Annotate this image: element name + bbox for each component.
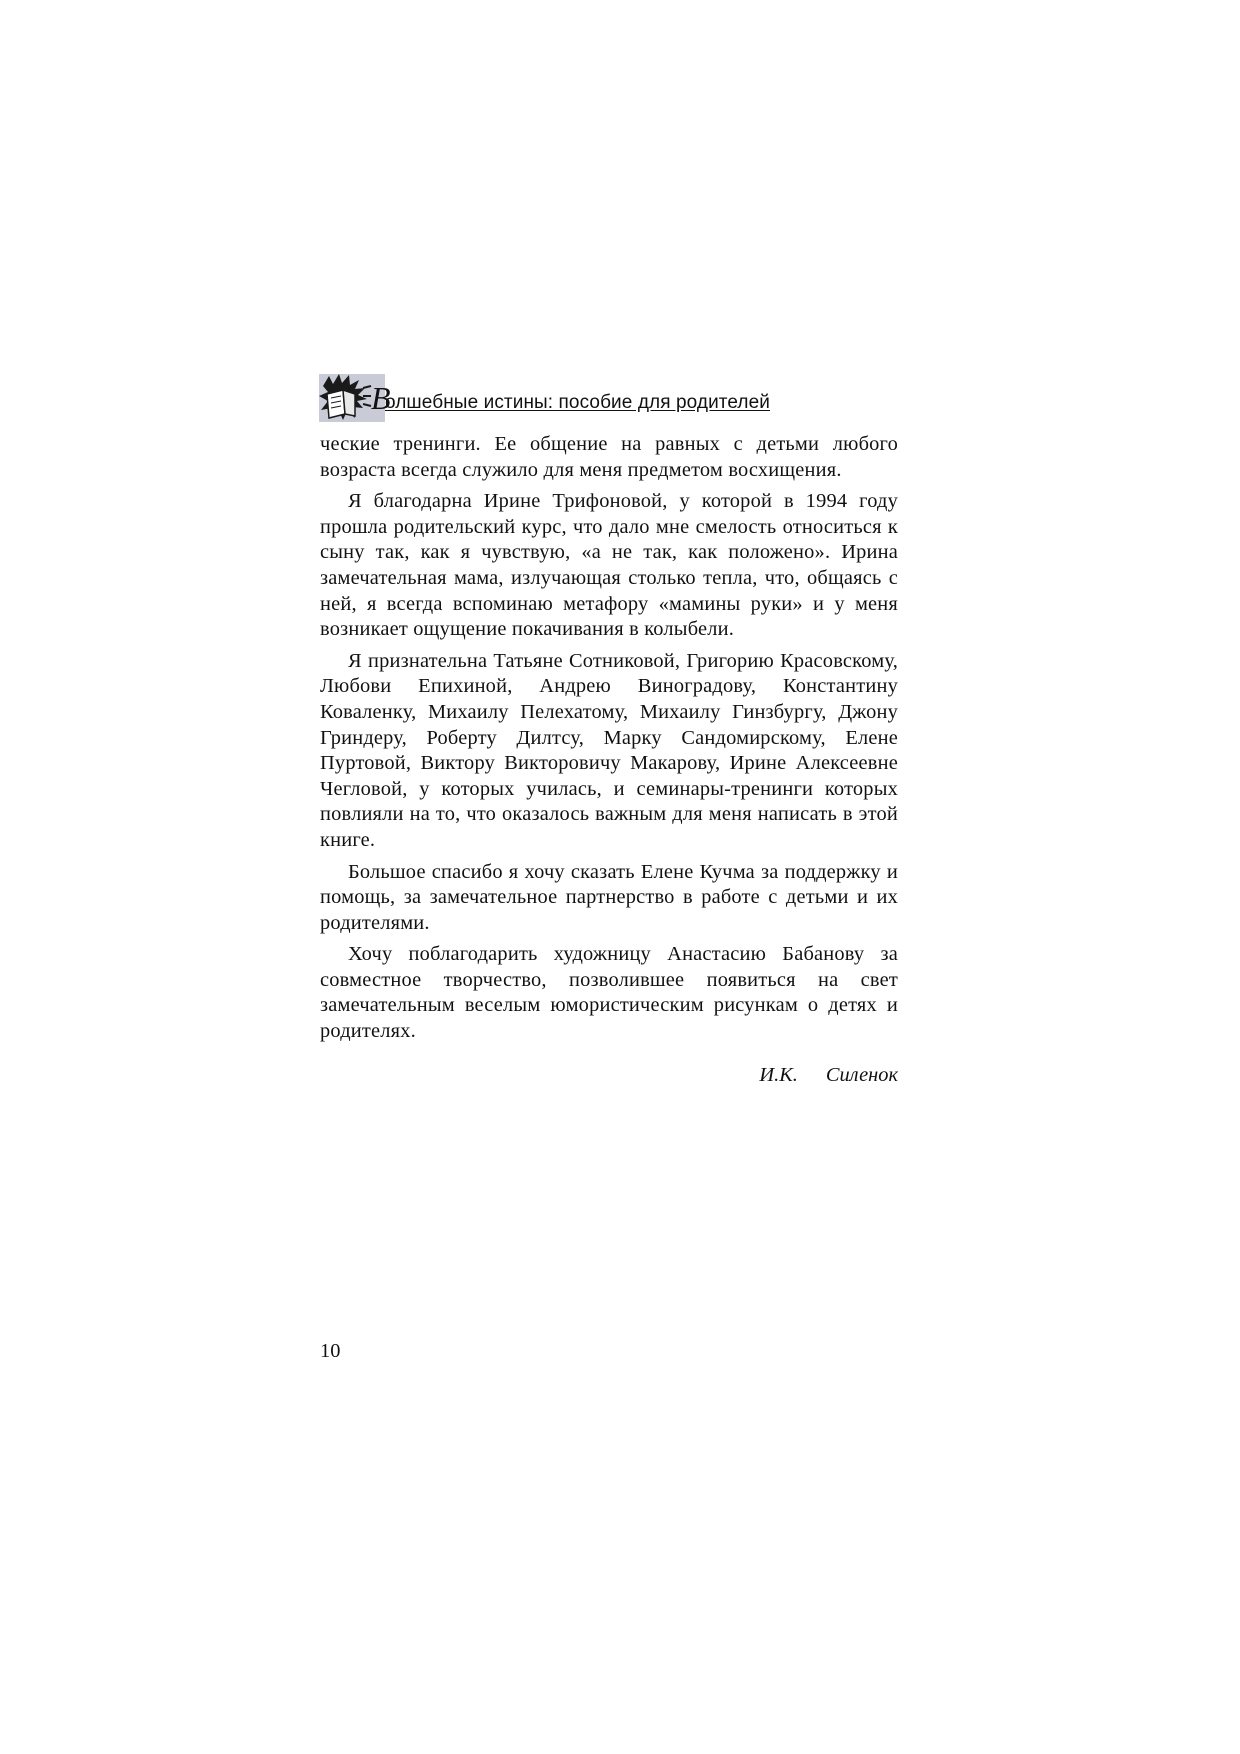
paragraph: Большое спасибо я хочу сказать Елене Кучма за поддержку и помощь, за замечательное партнерство в работе с детьми и их родителями. xyxy=(320,860,898,934)
signature-surname: Силенок xyxy=(825,1064,898,1086)
running-header xyxy=(319,374,899,422)
header-title-initial: В xyxy=(371,380,391,416)
paragraph: Я признательна Татьяне Сотниковой, Григорию Красовскому, Любови Епихиной, Андрею Виноградову, Константину Коваленку, Михаилу Пелехатому, Михаилу Гинзбургу, Джону Гриндеру, Роберту Дилтсу, Марку Сандомирскому, Елене Пуртовой, Виктору Викторовичу Макарову, Ирине Алексеевне Чегловой, у которых училась, и семинары-тренинги которых повлияли на то, что оказалось важным для меня написать в этой книге. xyxy=(320,649,898,851)
page-number: 10 xyxy=(320,1340,341,1362)
paragraph: Я благодарна Ирине Трифоновой, у которой в 1994 году прошла родительский курс, что дало мне смелость относиться к сыну так, как я чувствую, «а не так, как положено». Ирина замечательная мама, излучающая столько тепла, что, общаясь с ней, я всегда вспоминаю метафору «мамины руки» и у меня возникает ощущение покачивания в колыбели. xyxy=(320,490,898,641)
paragraph: Хочу поблагодарить художницу Анастасию Бабанову за совместное творчество, позволившее появиться на свет замечательным веселым юмористическим рисункам о детях и родителях. xyxy=(320,943,898,1043)
signature-initials: И.К. xyxy=(759,1064,798,1086)
header-title: олшебные истины: пособие для родителей xyxy=(385,392,770,413)
body-text xyxy=(320,432,898,1051)
paragraph: ческие тренинги. Ее общение на равных с детьми любого возраста всегда служило для меня предметом восхищения. xyxy=(320,433,898,481)
author-signature xyxy=(690,1064,898,1087)
